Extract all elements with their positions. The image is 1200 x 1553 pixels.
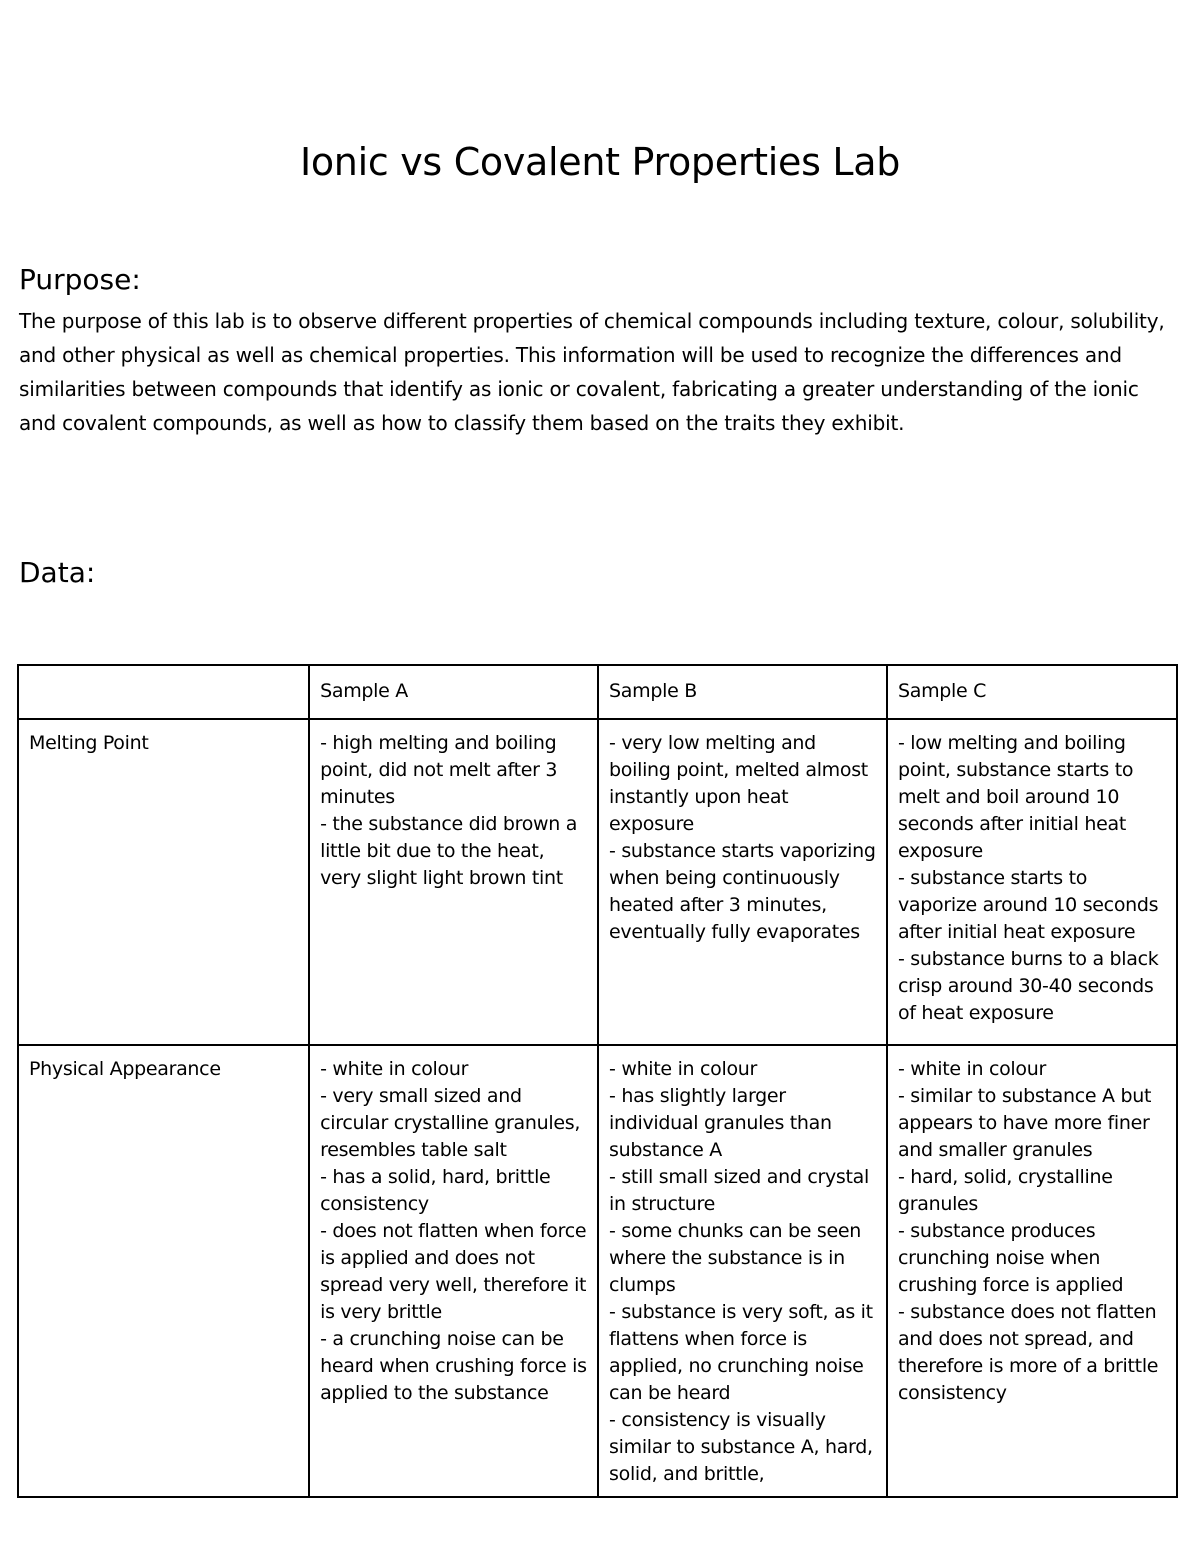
cell-line: - the substance did brown a little bit due to the heat, very slight light brown tint bbox=[320, 813, 578, 889]
cell-line: - substance starts to vaporize around 10 seconds after initial heat exposure bbox=[897, 867, 1159, 943]
cell-line: - substance burns to a black crisp around 30-40 seconds of heat exposure bbox=[897, 948, 1159, 1024]
cell-line: - very low melting and boiling point, melted almost instantly upon heat exposure bbox=[609, 732, 868, 835]
header-cell-sample-b: Sample B bbox=[598, 665, 887, 719]
cell-line: - similar to substance A but appears to have more finer and smaller granules bbox=[897, 1085, 1152, 1161]
cell-appearance-sample-c bbox=[887, 1045, 1177, 1497]
cell-line: - has slightly larger individual granules than substance A bbox=[609, 1085, 832, 1161]
cell-line: - high melting and boiling point, did not melt after 3 minutes bbox=[320, 732, 558, 808]
document-title: Ionic vs Covalent Properties Lab bbox=[299, 140, 901, 184]
cell-line: - very small sized and circular crystalline granules, resembles table salt bbox=[320, 1085, 581, 1161]
cell-appearance-sample-a bbox=[309, 1045, 598, 1497]
purpose-paragraph: The purpose of this lab is to observe different properties of chemical compounds including texture, colour, solubility, and other physical as well as chemical properties. This information will be used to recognize the differences and similarities between compounds that identify as ionic or covalent, fabricating a greater understanding of the ionic and covalent compounds, as well as how to classify them based on the traits they exhibit. bbox=[19, 309, 1165, 435]
cell-line: - hard, solid, crystalline granules bbox=[897, 1166, 1113, 1215]
row-label-physical-appearance: Physical Appearance bbox=[18, 1045, 309, 1497]
row-label-melting-point: Melting Point bbox=[18, 719, 309, 1045]
header-cell-empty bbox=[18, 665, 309, 719]
table-row-physical-appearance bbox=[18, 1045, 1177, 1497]
table-header-row bbox=[18, 665, 1177, 719]
purpose-heading: Purpose: bbox=[19, 263, 141, 296]
cell-line: - still small sized and crystal in structure bbox=[609, 1166, 869, 1215]
cell-line: - white in colour bbox=[897, 1058, 1046, 1080]
cell-line: - white in colour bbox=[320, 1058, 469, 1080]
cell-line: - substance does not flatten and does not spread, and therefore is more of a brittle consistency bbox=[897, 1301, 1159, 1404]
cell-appearance-sample-b bbox=[598, 1045, 887, 1497]
table-row-melting-point bbox=[18, 719, 1177, 1045]
cell-line: - has a solid, hard, brittle consistency bbox=[320, 1166, 551, 1215]
cell-melting-sample-a bbox=[309, 719, 598, 1045]
data-table bbox=[17, 664, 1178, 1498]
cell-melting-sample-b bbox=[598, 719, 887, 1045]
cell-melting-sample-c bbox=[887, 719, 1177, 1045]
data-heading: Data: bbox=[19, 556, 96, 589]
header-cell-sample-a: Sample A bbox=[309, 665, 598, 719]
cell-line: - low melting and boiling point, substance starts to melt and boil around 10 seconds after initial heat exposure bbox=[897, 732, 1134, 862]
cell-line: - consistency is visually similar to substance A, hard, solid, and brittle, bbox=[609, 1409, 873, 1485]
cell-line: - does not flatten when force is applied and does not spread very well, therefore it is very brittle bbox=[320, 1220, 587, 1323]
cell-line: - substance produces crunching noise when crushing force is applied bbox=[897, 1220, 1124, 1296]
header-cell-sample-c: Sample C bbox=[887, 665, 1177, 719]
cell-line: - some chunks can be seen where the substance is in clumps bbox=[609, 1220, 861, 1296]
cell-line: - substance is very soft, as it flattens when force is applied, no crunching noise can be heard bbox=[609, 1301, 873, 1404]
cell-line: - substance starts vaporizing when being continuously heated after 3 minutes, eventually fully evaporates bbox=[609, 840, 876, 943]
cell-line: - a crunching noise can be heard when crushing force is applied to the substance bbox=[320, 1328, 587, 1404]
cell-line: - white in colour bbox=[609, 1058, 758, 1080]
